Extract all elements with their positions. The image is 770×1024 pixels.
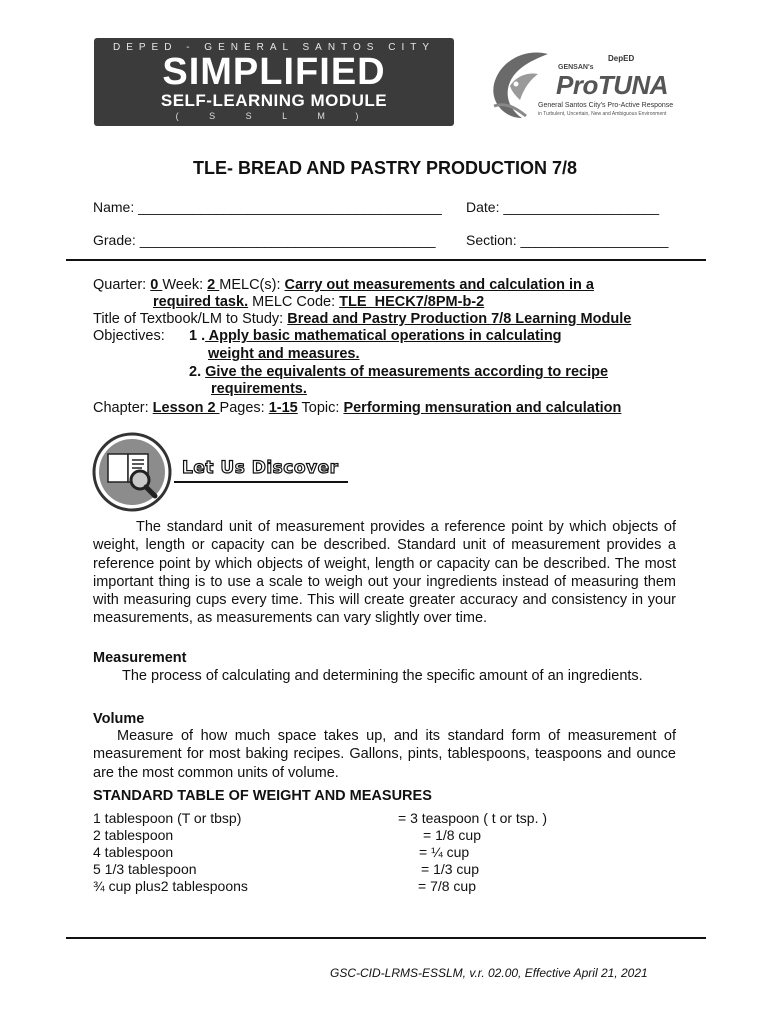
protuna-tagline-2: in Turbulent, Uncertain, New and Ambiguous Environment — [538, 111, 667, 117]
objective-2-number: 2. — [189, 364, 202, 380]
objective-1-text-2: weight and measures. — [208, 346, 360, 362]
objective-2-cont — [211, 381, 307, 399]
textbook-label: Title of Textbook/LM to Study: — [93, 311, 288, 327]
table-row-left: ¾ cup plus2 tablespoons — [93, 878, 248, 894]
objective-2-text: Give the equivalents of measurements according to recipe — [205, 364, 609, 380]
table-row-left: 5 1/3 tablespoon — [93, 861, 197, 877]
melc-value: Carry out measurements and calculation in a — [284, 277, 594, 293]
protuna-text: ProTUNA — [556, 70, 669, 100]
objective-1-cont — [208, 346, 360, 364]
table-left-column — [93, 810, 248, 895]
melc-code-label: MELC Code: — [248, 294, 340, 310]
chapter-value: Lesson 2 — [152, 400, 220, 416]
measurement-text: The process of calculating and determining the specific amount of an ingredients. — [122, 668, 643, 684]
measurement-heading: Measurement — [93, 650, 187, 666]
deped-mark: DepED — [608, 54, 635, 63]
melc-code-value: TLE_HECK7/8PM-b-2 — [339, 294, 485, 310]
chapter-label: Chapter: — [93, 400, 153, 416]
table-row-right: = 3 teaspoon ( t or tsp. ) — [398, 810, 548, 826]
objective-1-number: 1 . — [189, 328, 206, 344]
volume-text: Measure of how much space takes up, and its standard form of measurement of measurement for most baking recipes. Gallons, pints, tablespoons, teaspoons and ounce are the most common units of volume. — [93, 728, 676, 781]
objective-2 — [189, 364, 608, 382]
chapter-line — [93, 400, 621, 418]
page-title: TLE- BREAD AND PASTRY PRODUCTION 7/8 — [192, 158, 578, 178]
objective-1-text: Apply basic mathematical operations in calculating — [205, 328, 562, 344]
melc-line-2 — [153, 294, 484, 312]
textbook-value: Bread and Pastry Production 7/8 Learning Module — [287, 311, 632, 327]
objective-2-text-2: requirements. — [211, 381, 307, 397]
book-magnifier-icon — [92, 432, 172, 512]
week-label: Week: — [162, 277, 208, 293]
table-heading: STANDARD TABLE OF WEIGHT AND MEASURES — [93, 788, 432, 804]
pages-value: 1-15 — [268, 400, 298, 416]
banner-low-text: ( S S L M ) — [175, 111, 373, 121]
table-row-right: = ¼ cup — [419, 844, 470, 860]
pages-label: Pages: — [219, 400, 269, 416]
grade-field[interactable]: Grade: ______________________________________ — [93, 232, 436, 248]
footer-text: GSC-CID-LRMS-ESSLM, v.r. 02.00, Effective April 21, 2021 — [330, 966, 648, 980]
banner-big-text: SIMPLIFIED — [162, 51, 386, 93]
discover-underline — [174, 481, 348, 483]
banner-top-text: DEPED - GENERAL SANTOS CITY — [112, 42, 436, 53]
table-row-right: = 7/8 cup — [418, 878, 476, 894]
week-value: 2 — [207, 277, 220, 293]
topic-label: Topic: — [297, 400, 344, 416]
name-field[interactable]: Name: _______________________________________ — [93, 199, 442, 215]
topic-value: Performing mensuration and calculation — [343, 400, 622, 416]
volume-heading: Volume — [93, 711, 145, 727]
date-field[interactable]: Date: ____________________ — [466, 199, 660, 215]
intro-paragraph: The standard unit of measurement provides a reference point by which objects of weight, length or capacity can be described. Standard unit of measurement provides a reference point by which objects of weight, length or capacity can be described. The most important thing is to use a scale to weigh out your ingredients instead of measuring them with measuring cups every time. This will create greater accuracy and consistency in your measurements, as measurements can vary slightly over time. — [93, 519, 676, 627]
table-row-left: 4 tablespoon — [93, 844, 174, 860]
sslm-banner-logo — [94, 38, 454, 126]
table-row-left: 1 tablespoon (T or tbsp) — [93, 810, 242, 826]
textbook-line — [93, 311, 631, 329]
table-row-left: 2 tablespoon — [93, 827, 174, 843]
gensan-text: GENSAN's — [558, 64, 594, 71]
header-divider — [66, 259, 706, 261]
section-title-discover: Let Us Discover — [182, 458, 339, 478]
melc-label: MELC(s): — [219, 277, 285, 293]
protuna-tagline: General Santos City's Pro-Active Response — [538, 102, 674, 109]
quarter-line — [93, 277, 594, 295]
protuna-logo — [486, 40, 676, 126]
objective-1 — [189, 328, 562, 346]
table-row-right: = 1/8 cup — [423, 827, 481, 843]
banner-mid-text: SELF-LEARNING MODULE — [160, 91, 388, 110]
quarter-value: 0 — [150, 277, 163, 293]
section-field[interactable]: Section: ___________________ — [466, 232, 669, 248]
table-right-column — [398, 810, 547, 895]
table-row-right: = 1/3 cup — [421, 861, 479, 877]
objectives-label: Objectives: — [93, 328, 165, 344]
melc-value-2: required task. — [153, 294, 249, 310]
footer-divider — [66, 937, 706, 939]
quarter-label: Quarter: — [93, 277, 151, 293]
